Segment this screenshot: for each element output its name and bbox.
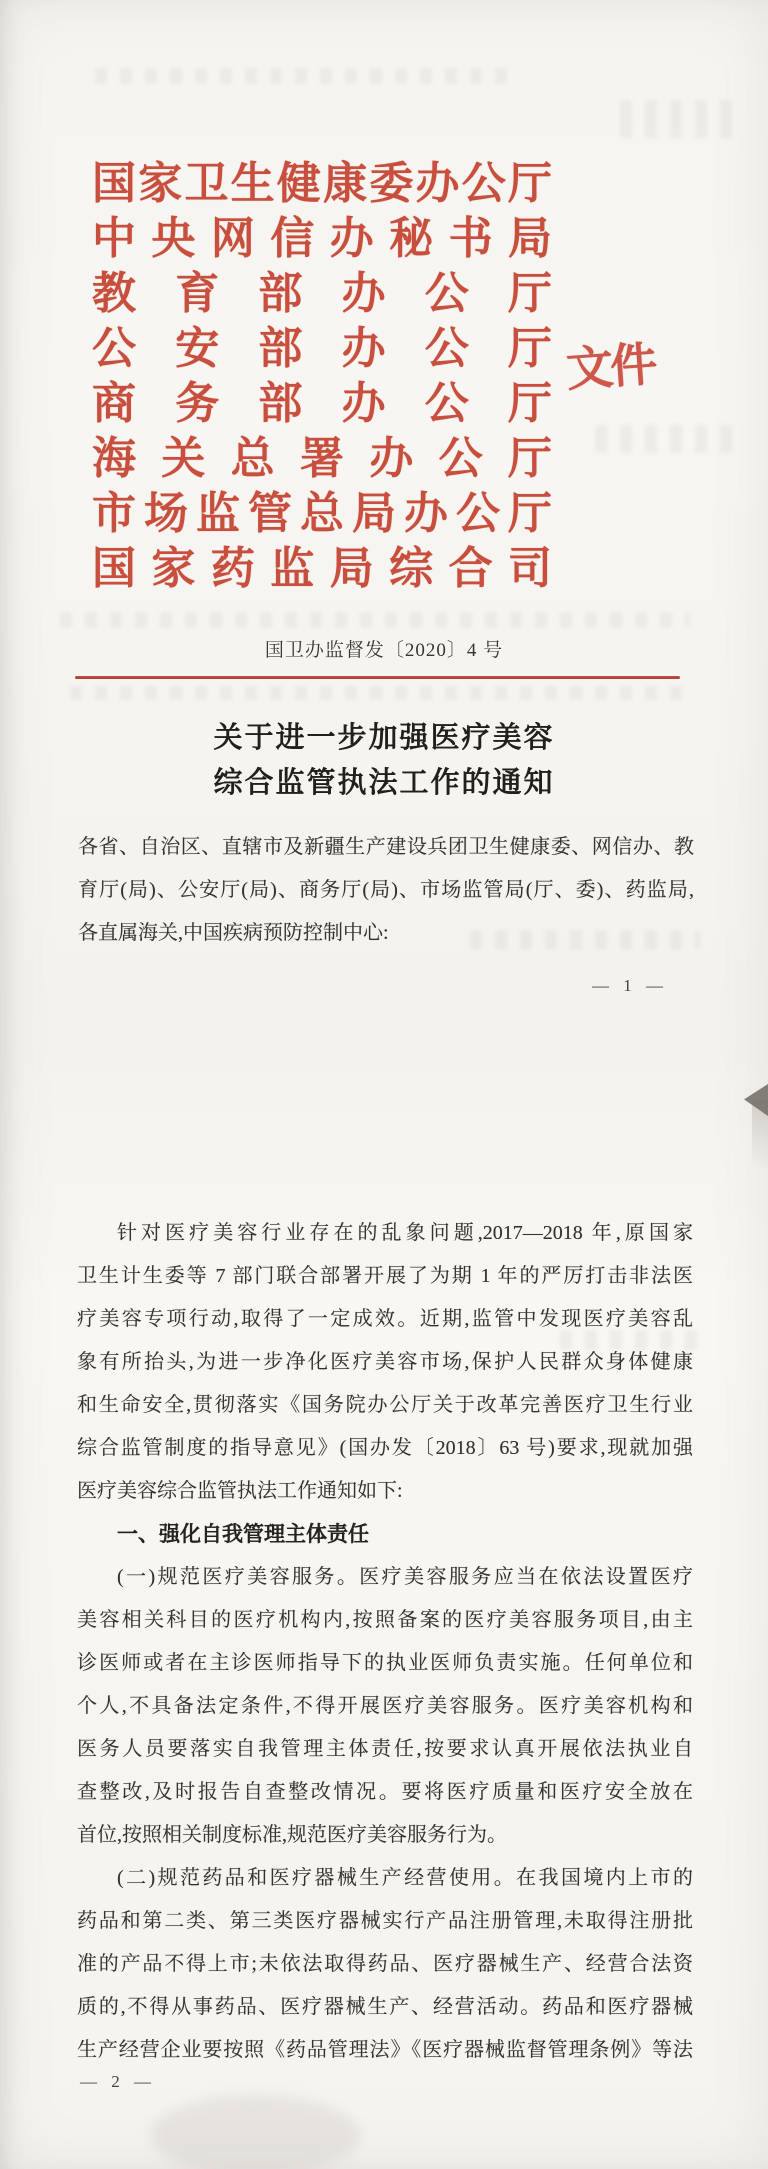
body-line: 疗美容专项行动,取得了一定成效。近期,监管中发现医疗美容乱 bbox=[77, 1308, 693, 1330]
recipients-paragraph bbox=[78, 826, 694, 955]
page-fold-shading bbox=[752, 1100, 768, 1170]
body-line: (一)规范医疗美容服务。医疗美容服务应当在依法设置医疗 bbox=[117, 1566, 693, 1588]
red-separator-rule bbox=[75, 676, 680, 679]
page-number-1: — 1 — bbox=[592, 976, 668, 995]
doc-reference-number: 国卫办监督发〔2020〕4 号 bbox=[264, 640, 504, 661]
agency-line: 商务部办公厅 bbox=[92, 379, 552, 428]
scan-noise bbox=[620, 100, 740, 138]
body-line: 药品和第二类、第三类医疗器械实行产品注册管理,未取得注册批 bbox=[77, 1910, 693, 1932]
body-line: 象有所抬头,为进一步净化医疗美容市场,保护人民群众身体健康 bbox=[77, 1351, 693, 1373]
file-mark: 文件 bbox=[564, 338, 657, 397]
body-line: 质的,不得从事药品、医疗器械生产、经营活动。药品和医疗器械 bbox=[77, 1996, 693, 2018]
body-line: (二)规范药品和医疗器械生产经营使用。在我国境内上市的 bbox=[117, 1867, 693, 1889]
page2-body bbox=[77, 1212, 693, 2072]
body-line: 医疗美容综合监管执法工作通知如下: bbox=[77, 1480, 403, 1502]
section-heading: 一、强化自我管理主体责任 bbox=[117, 1523, 369, 1546]
agency-line: 公安部办公厅 bbox=[92, 324, 552, 373]
agency-line: 海关总署办公厅 bbox=[92, 434, 552, 483]
document-title-line-1: 关于进一步加强医疗美容 bbox=[213, 722, 555, 754]
recipients-line: 育厅(局)、公安厅(局)、商务厅(局)、市场监管局(厅、委)、药监局, bbox=[78, 879, 694, 901]
scan-noise bbox=[60, 612, 690, 628]
body-line: 生产经营企业要按照《药品管理法》《医疗器械监督管理条例》等法 bbox=[77, 2039, 693, 2061]
body-line: 诊医师或者在主诊医师指导下的执业医师负责实施。任何单位和 bbox=[77, 1652, 693, 1674]
body-line: 美容相关科目的医疗机构内,按照备案的医疗美容服务项目,由主 bbox=[77, 1609, 693, 1631]
body-line: 卫生计生委等 7 部门联合部署开展了为期 1 年的严厉打击非法医 bbox=[77, 1265, 693, 1287]
letterhead-agency-list bbox=[92, 156, 552, 596]
agency-line: 国家卫生健康委办公厅 bbox=[92, 159, 552, 208]
agency-line: 市场监管总局办公厅 bbox=[92, 489, 552, 538]
body-line: 和生命安全,贯彻落实《国务院办公厅关于改革完善医疗卫生行业 bbox=[77, 1394, 693, 1416]
agency-line: 国家药监局综合司 bbox=[92, 544, 552, 593]
body-line: 综合监管制度的指导意见》(国办发〔2018〕63 号)要求,现就加强 bbox=[77, 1437, 693, 1459]
body-line: 个人,不具备法定条件,不得开展医疗美容服务。医疗美容机构和 bbox=[77, 1695, 693, 1717]
scan-smudge bbox=[150, 2095, 360, 2169]
body-line: 准的产品不得上市;未依法取得药品、医疗器械生产、经营合法资 bbox=[77, 1953, 693, 1975]
recipients-line: 各直属海关,中国疾病预防控制中心: bbox=[78, 922, 389, 944]
page-number-2: — 2 — bbox=[80, 2072, 156, 2091]
body-line: 医务人员要落实自我管理主体责任,按要求认真开展依法执业自 bbox=[77, 1738, 693, 1760]
agency-line: 教育部办公厅 bbox=[92, 269, 552, 318]
document-title-line-2: 综合监管执法工作的通知 bbox=[213, 767, 555, 799]
body-line: 针对医疗美容行业存在的乱象问题,2017—2018 年,原国家 bbox=[117, 1222, 693, 1244]
document-title bbox=[0, 716, 768, 806]
scan-noise bbox=[70, 686, 690, 700]
agency-line: 中央网信办秘书局 bbox=[92, 214, 552, 263]
scan-noise bbox=[95, 68, 515, 84]
recipients-line: 各省、自治区、直辖市及新疆生产建设兵团卫生健康委、网信办、教 bbox=[78, 836, 694, 858]
scan-noise bbox=[595, 425, 745, 453]
body-line: 查整改,及时报告自查整改情况。要将医疗质量和医疗安全放在 bbox=[77, 1781, 693, 1803]
body-line: 首位,按照相关制度标准,规范医疗美容服务行为。 bbox=[77, 1824, 507, 1846]
